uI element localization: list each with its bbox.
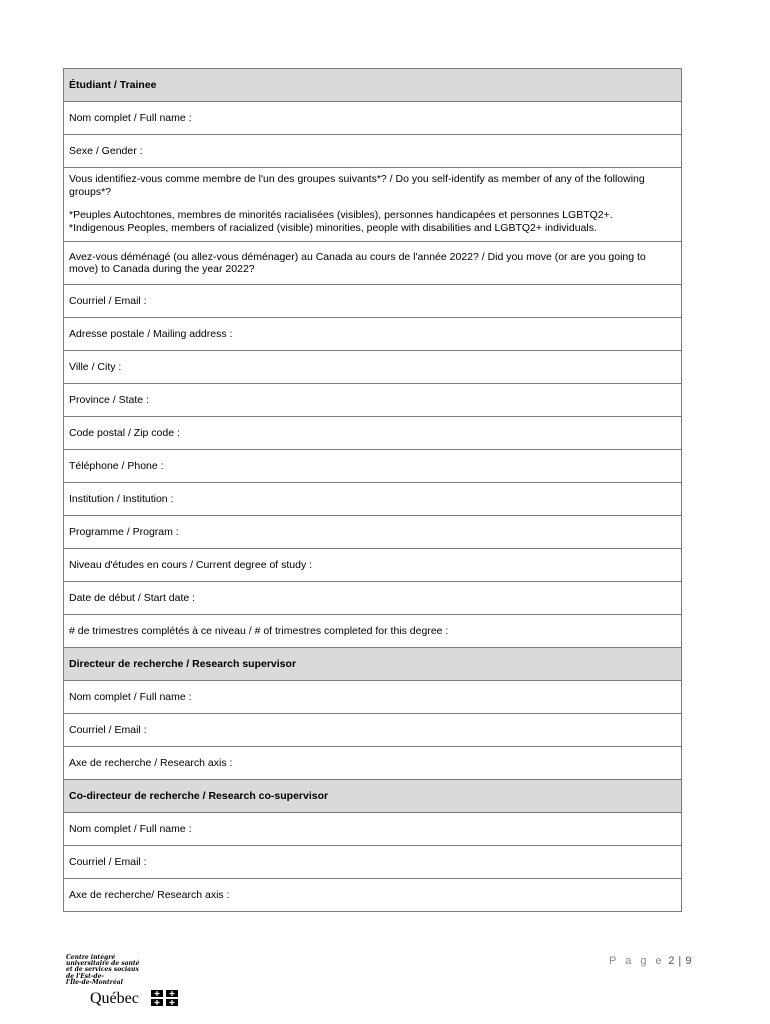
- logo-line: Centre intégré: [66, 954, 116, 961]
- field-trainee-self-identify[interactable]: [64, 168, 682, 242]
- page-count: 2 | 9: [668, 955, 692, 967]
- field-trainee-institution[interactable]: Institution / Institution :: [64, 483, 682, 516]
- field-cosupervisor-fullname[interactable]: Nom complet / Full name :: [64, 813, 682, 846]
- field-trainee-email[interactable]: Courriel / Email :: [64, 285, 682, 318]
- page-number: [609, 955, 692, 967]
- field-trainee-city[interactable]: Ville / City :: [64, 351, 682, 384]
- ciusss-logo: [66, 955, 186, 1010]
- field-trainee-degree[interactable]: Niveau d'études en cours / Current degree of study :: [64, 549, 682, 582]
- field-supervisor-axis[interactable]: Axe de recherche / Research axis :: [64, 747, 682, 780]
- logo-institution-name: [66, 955, 186, 986]
- field-trainee-gender[interactable]: Sexe / Gender :: [64, 135, 682, 168]
- form-table: [63, 68, 682, 912]
- field-trainee-postal-code[interactable]: Code postal / Zip code :: [64, 417, 682, 450]
- logo-line: universitaire de santé: [66, 960, 140, 968]
- quebec-flag-icon: [151, 990, 179, 1007]
- section-header-supervisor: Directeur de recherche / Research supervisor: [64, 648, 682, 681]
- field-trainee-province[interactable]: Province / State :: [64, 384, 682, 417]
- self-identify-question: Vous identifiez-vous comme membre de l'un des groupes suivants*? / Do you self-identify as member of any of the following groups*?: [69, 173, 645, 198]
- field-cosupervisor-email[interactable]: Courriel / Email :: [64, 846, 682, 879]
- logo-quebec-wordmark: Québec: [90, 990, 139, 1007]
- field-trainee-address[interactable]: Adresse postale / Mailing address :: [64, 318, 682, 351]
- field-trainee-moved-canada[interactable]: Avez-vous déménagé (ou allez-vous déménager) au Canada au cours de l'année 2022? / Did you move (or are you going to move) to Canada during the year 2022?: [64, 242, 682, 285]
- field-trainee-program[interactable]: Programme / Program :: [64, 516, 682, 549]
- self-identify-note-fr: *Peuples Autochtones, membres de minorités racialisées (visibles), personnes handicapées et personnes LGBTQ2+.: [69, 209, 613, 221]
- page-label: P a g e: [609, 955, 665, 967]
- field-trainee-terms-completed[interactable]: # de trimestres complétés à ce niveau / # of trimestres completed for this degree :: [64, 615, 682, 648]
- logo-line: l'Île-de-Montréal: [66, 978, 123, 986]
- field-trainee-fullname[interactable]: Nom complet / Full name :: [64, 102, 682, 135]
- self-identify-note-en: *Indigenous Peoples, members of racialized (visible) minorities, people with disabilities and LGBTQ2+ individuals.: [69, 221, 597, 234]
- logo-line: de l'Est-de-: [66, 972, 104, 980]
- field-supervisor-email[interactable]: Courriel / Email :: [64, 714, 682, 747]
- field-cosupervisor-axis[interactable]: Axe de recherche/ Research axis :: [64, 879, 682, 912]
- section-header-cosupervisor: Co-directeur de recherche / Research co-supervisor: [64, 780, 682, 813]
- logo-line: et de services sociaux: [66, 966, 139, 974]
- field-trainee-phone[interactable]: Téléphone / Phone :: [64, 450, 682, 483]
- field-supervisor-fullname[interactable]: Nom complet / Full name :: [64, 681, 682, 714]
- section-header-trainee: Étudiant / Trainee: [64, 69, 682, 102]
- field-trainee-start-date[interactable]: Date de début / Start date :: [64, 582, 682, 615]
